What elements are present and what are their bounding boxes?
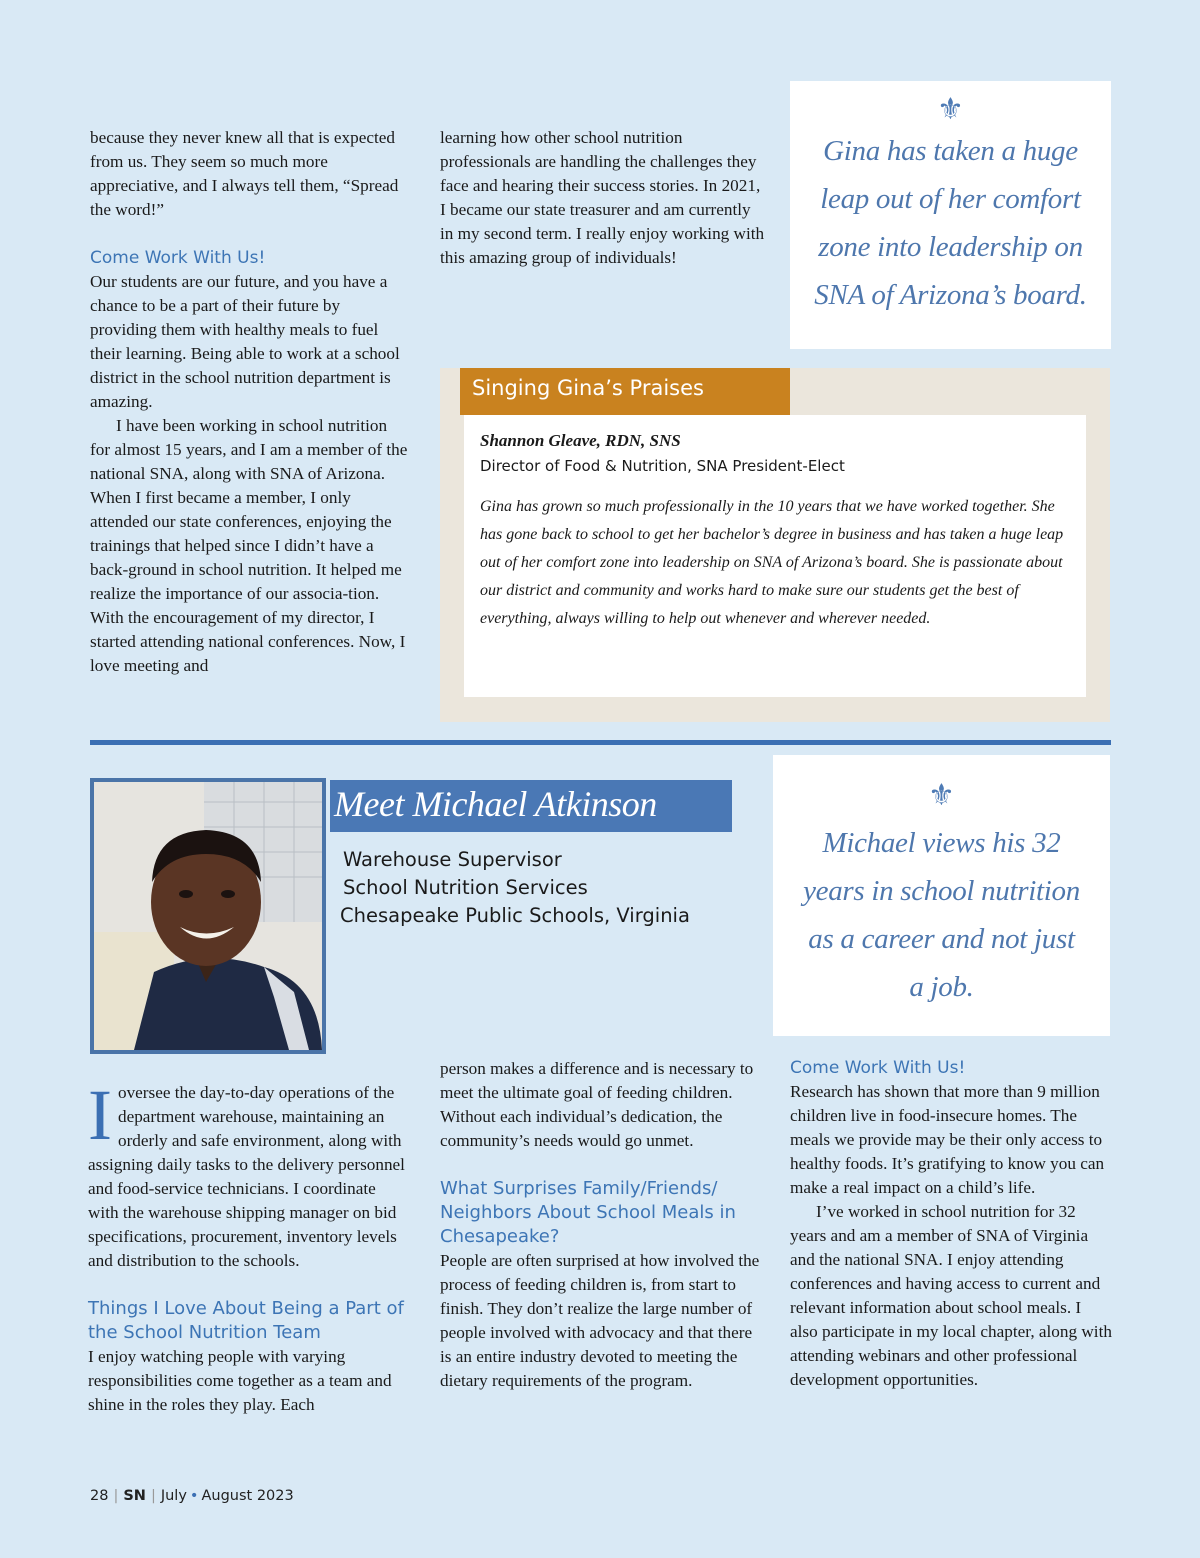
paragraph: person makes a difference and is necessary to meet the ultimate goal of feeding children. Without each individual’s dedication, the community’s needs would go unmet.	[440, 1059, 754, 1150]
paragraph: Research has shown that more than 9 million children live in food-insecure homes. The meals we provide may be their only access to healthy foods. It’s gratifying to know you can make a real impact on a child’s life.	[790, 1082, 1105, 1197]
profile-title: Warehouse Supervisor	[343, 848, 562, 871]
section-heading: What Surprises Family/Friends/ Neighbors About School Meals in Chesapeake?	[440, 1178, 736, 1247]
drop-cap: I	[88, 1075, 112, 1155]
bottom-column-2	[440, 1057, 765, 1393]
praise-role: Director of Food & Nutrition, SNA President-Elect	[480, 457, 845, 475]
paragraph: People are often surprised at how involved the process of feeding children is, from start to finish. They don’t realize the large number of people involved with advocacy and that there is an entire industry devoted to meeting the dietary requirements of the program.	[440, 1251, 760, 1390]
praise-name: Shannon Gleave, RDN, SNS	[480, 431, 681, 450]
paragraph: I enjoy watching people with varying responsibilities come together as a team and shine in the roles they play. Each	[88, 1347, 392, 1414]
issue-month: July	[160, 1488, 187, 1504]
pull-quote-michael	[773, 755, 1110, 1036]
page-number: 28	[90, 1488, 109, 1504]
profile-info	[340, 846, 690, 930]
praise-text: Gina has grown so much professionally in the 10 years that we have worked together. She has gone back to school to get her bachelor’s degree in business and has taken a huge leap out of her comfort zone into leadership on SNA of Arizona’s board. She is passionate about our district and community and works hard to make sure our students get the best of everything, always willing to help out whenever and wherever needed.	[480, 498, 1064, 627]
top-column-2	[440, 126, 765, 270]
issue-date: August 2023	[201, 1488, 294, 1504]
profile-department: School Nutrition Services	[343, 876, 588, 899]
paragraph: I have been working in school nutrition for almost 15 years, and I am a member of the national SNA, along with SNA of Arizona. When I first became a member, I only attended our state conferences, enjoying the trainings that helped since I didn’t have a back-ground in school nutrition. It helped me realize the importance of our associa-tion. With the encouragement of my director, I started attending national conferences. Now, I love meeting and	[90, 416, 408, 675]
bottom-column-3	[790, 1056, 1112, 1392]
pull-quote-gina	[790, 81, 1111, 349]
praise-card	[464, 415, 1086, 697]
section-heading: Come Work With Us!	[90, 248, 266, 268]
profile-photo	[94, 782, 322, 1050]
fleur-de-lis-icon: ⚜	[937, 93, 964, 126]
paragraph: I’ve worked in school nutrition for 32 years and am a member of SNA of Virginia and the national SNA. I enjoy attending conferences and having access to current and relevant information about school meals. I also participate in my local chapter, along with attending webinars and other professional development opportunities.	[790, 1202, 1112, 1389]
section-heading: Things I Love About Being a Part of the School Nutrition Team	[88, 1298, 404, 1343]
top-column-1	[90, 126, 410, 678]
pull-quote-text: Gina has taken a huge leap out of her comfort zone into leadership on SNA of Arizona’s board.	[814, 135, 1087, 311]
page-footer: 28 | SN | July • August 2023	[90, 1488, 294, 1504]
paragraph: Ioversee the day-to-day operations of the department warehouse, maintaining an orderly and safe environment, along with assigning daily tasks to the delivery personnel and food-service technicians. I coordinate with the warehouse shipping manager on bid specifications, procurement, inventory levels and distribution to the schools.	[88, 1075, 405, 1270]
paragraph: because they never knew all that is expected from us. They seem so much more appreciative, and I always tell them, “Spread the word!”	[90, 128, 399, 219]
fleur-de-lis-icon: ⚜	[928, 779, 955, 812]
paragraph: Our students are our future, and you have a chance to be a part of their future by providing them with healthy meals to fuel their learning. Being able to work at a school district in the school nutrition department is amazing.	[90, 272, 400, 411]
pull-quote-text: Michael views his 32 years in school nutrition as a career and not just a job.	[803, 827, 1080, 1003]
photo-frame	[90, 778, 326, 1054]
section-divider	[90, 740, 1111, 745]
bottom-column-1	[88, 1075, 410, 1417]
section-heading: Come Work With Us!	[790, 1058, 966, 1078]
paragraph: learning how other school nutrition professionals are handling the challenges they face and hearing their success stories. In 2021, I became our state treasurer and am currently in my second term. I really enjoy working with this amazing group of individuals!	[440, 128, 765, 267]
profile-banner: Meet Michael Atkinson	[330, 780, 732, 832]
praise-title: Singing Gina’s Praises	[460, 368, 790, 415]
magazine-name: SN	[123, 1488, 146, 1504]
profile-organization: Chesapeake Public Schools, Virginia	[340, 904, 690, 927]
